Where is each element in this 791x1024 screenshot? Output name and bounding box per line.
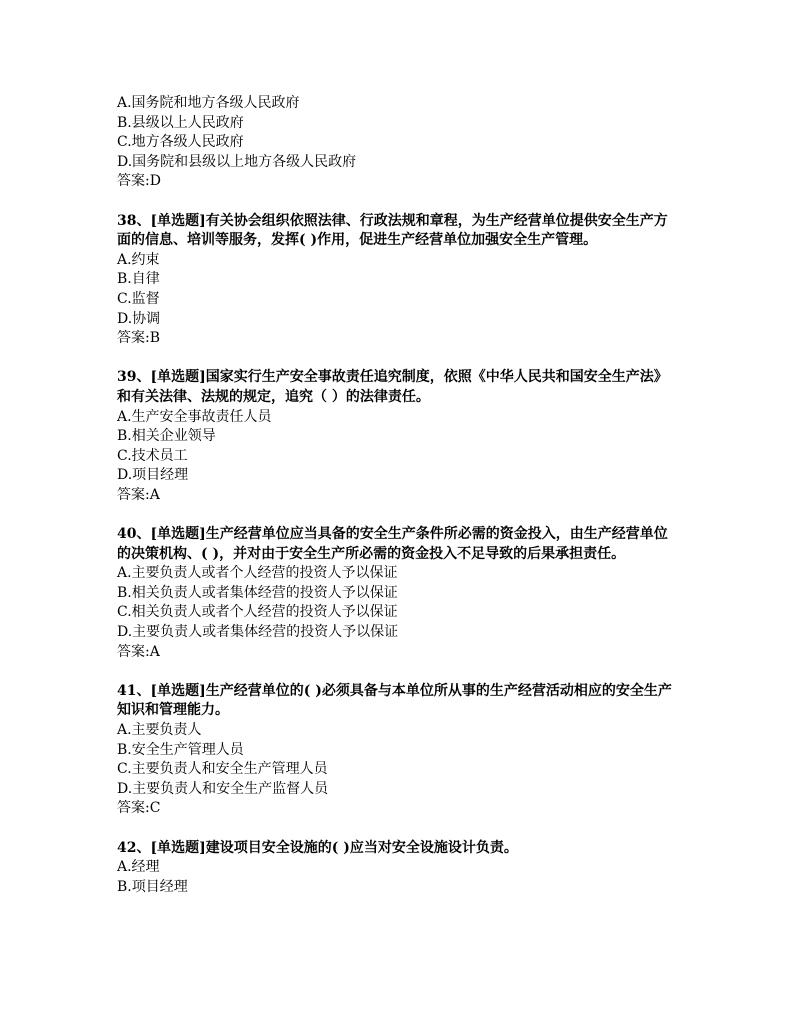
- option-c: C.相关负责人或者个人经营的投资人予以保证: [117, 604, 398, 621]
- option-b: B.自律: [117, 271, 160, 288]
- question-block-41: [117, 682, 677, 819]
- question-block-37: [117, 94, 677, 192]
- option-b: B.相关负责人或者集体经营的投资人予以保证: [117, 584, 398, 601]
- option-a: A.国务院和地方各级人民政府: [117, 95, 300, 111]
- option-c: C.监督: [117, 290, 160, 307]
- question-block-39: [117, 368, 677, 505]
- question-block-40: [117, 525, 677, 662]
- question-text: 39、[单选题]国家实行生产安全事故责任追究制度，依照《中华人民共和国安全生产法》和有关法律、法规的规定，追究（ ）的法律责任。: [117, 369, 668, 405]
- question-text: 40、[单选题]生产经营单位应当具备的安全生产条件所必需的资金投入，由生产经营单位的决策机构、( )，并对由于安全生产所必需的资金投入不足导致的后果承担责任。: [117, 526, 668, 562]
- option-b: B.安全生产管理人员: [117, 741, 244, 758]
- question-block-38: [117, 212, 677, 349]
- answer-line: 答案:A: [117, 643, 160, 660]
- option-a: A.主要负责人或者个人经营的投资人予以保证: [117, 565, 398, 582]
- option-d: D.国务院和县级以上地方各级人民政府: [117, 153, 357, 170]
- option-a: A.主要负责人: [117, 722, 202, 738]
- option-b: B.相关企业领导: [117, 428, 216, 445]
- option-d: D.主要负责人和安全生产监督人员: [117, 780, 329, 797]
- question-text: 38、[单选题]有关协会组织依照法律、行政法规和章程，为生产经营单位提供安全生产方面的信息、培训等服务，发挥( )作用，促进生产经营单位加强安全生产管理。: [117, 212, 668, 249]
- answer-line: 答案:C: [117, 800, 161, 817]
- option-a: A.生产安全事故责任人员: [117, 408, 272, 425]
- option-a: A.经理: [117, 859, 160, 876]
- option-d: D.协调: [117, 310, 161, 327]
- option-b: B.项目经理: [117, 878, 188, 895]
- question-text: 41、[单选题]生产经营单位的( )必须具备与本单位所从事的生产经营活动相应的安全生产知识和管理能力。: [117, 682, 672, 719]
- question-text: 42、[单选题]建设项目安全设施的( )应当对安全设施设计负责。: [117, 839, 518, 856]
- question-block-42: [117, 839, 677, 898]
- option-c: C.地方各级人民政府: [117, 134, 244, 151]
- option-c: C.技术员工: [117, 447, 188, 464]
- option-a: A.约束: [117, 251, 160, 268]
- answer-line: 答案:B: [117, 330, 161, 347]
- document-page: [117, 94, 677, 917]
- option-d: D.项目经理: [117, 467, 189, 484]
- answer-line: 答案:D: [117, 173, 161, 190]
- answer-line: 答案:A: [117, 486, 160, 503]
- option-c: C.主要负责人和安全生产管理人员: [117, 761, 328, 778]
- option-d: D.主要负责人或者集体经营的投资人予以保证: [117, 624, 399, 641]
- option-b: B.县级以上人民政府: [117, 114, 244, 131]
